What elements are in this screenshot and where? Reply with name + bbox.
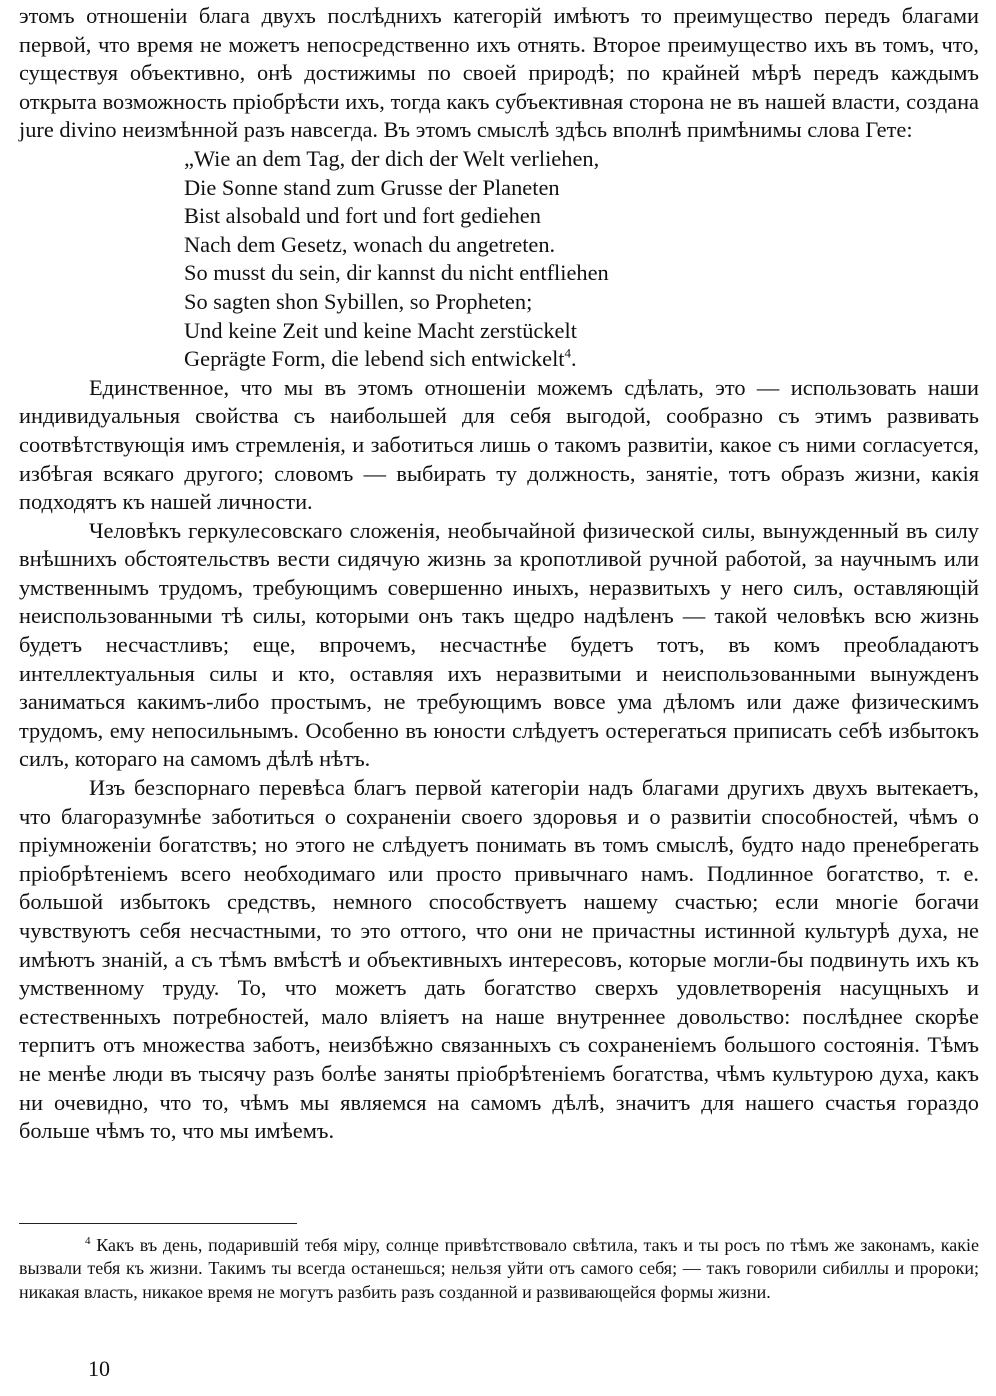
footnote-reference[interactable]: 4 — [564, 345, 572, 361]
footnote-mark: 4 — [85, 1235, 91, 1247]
poem-line: Und keine Zeit und keine Macht zerstückelt — [184, 317, 577, 343]
poem-line: So musst du sein, dir kannst du nicht entfliehen — [184, 260, 609, 286]
footnote-divider — [19, 1223, 297, 1224]
main-text — [19, 2, 979, 1146]
paragraph-continued: этомъ отношенiи блага двухъ послѣднихъ категорiй имѣютъ то преимущество передъ благами первой, что время не можетъ непосредственно ихъ отнять. Второе преимущество ихъ въ томъ, что, существуя объективно, онѣ достижимы по своей природѣ; по крайней мѣрѣ передъ каждымъ открыта возможность прiобрѣсти ихъ, тогда какъ субъективная сторона не въ нашей власти, создана jure divino неизмѣнной разъ навсегда. Въ этомъ смыслѣ здѣсь вполнѣ примѣнимы слова Гете: — [19, 3, 979, 143]
poem-end-punctuation: . — [571, 346, 577, 372]
poem-line: So sagten shon Sybillen, so Propheten; — [184, 288, 533, 314]
poem-last-line — [184, 345, 979, 374]
paragraph: Единственное, что мы въ этомъ отношенiи можемъ сдѣлать, это — использовать наши индивидуальныя свойства съ наибольшей для себя выгодой, сообразно съ этимъ развивать соотвѣтствующiя имъ стремленiя, и заботиться лишь о такомъ развитiи, какое съ ними согласуется, избѣгая всякаго другого; словомъ — выбирать ту должность, занятiе, тотъ образъ жизни, какiя подходятъ къ нашей личности. — [19, 374, 979, 515]
poem-line: Nach dem Gesetz, wonach du angetreten. — [184, 231, 556, 257]
paragraph: Человѣкъ геркулесовскаго сложенiя, необычайной физической силы, вынужденный въ силу внѣшнихъ обстоятельствъ вести сидячую жизнь за кропотливой ручной работой, за научнымъ или умственнымъ трудомъ, требующимъ совершенно иныхъ, неразвитыхъ у него силъ, оставляющiй неиспользованными тѣ силы, которыми онъ такъ щедро надѣленъ — такой человѣкъ всю жизнь будетъ несчастливъ; еще, впрочемъ, несчастнѣе будетъ тотъ, въ комъ преобладаютъ интеллектуальныя силы и кто, оставляя ихъ неразвитыми и неиспользованными вынужденъ заниматься какимъ-либо простымъ, не требующимъ вовсе ума дѣломъ или даже физическимъ трудомъ, ему непосильнымъ. Особенно въ юности слѣдуетъ остерегаться приписать себѣ избытокъ силъ, котораго на самомъ дѣлѣ нѣтъ. — [19, 517, 979, 772]
paragraph: Изъ безспорнаго перевѣса благъ первой категорiи надъ благами другихъ двухъ вытекаетъ, что благоразумнѣе заботиться о сохраненiи своего здоровья и о развитiи способностей, чѣмъ о прiумноженiи богатствъ; но этого не слѣдуетъ понимать въ томъ смыслѣ, будто надо пренебрегать прiобрѣтенiемъ всего необходимаго или просто привычнаго намъ. Подлинное богатство, т. е. большой избытокъ средствъ, немного способствуетъ нашему счастью; если многiе богачи чувствуютъ себя несчастными, то это оттого, что они не причастны истинной культурѣ духа, не имѣютъ знанiй, а съ тѣмъ вмѣстѣ и объективныхъ интересовъ, которые могли-бы подвинуть ихъ къ умственному труду. То, что можетъ дать богатство сверхъ удовлетворенiя насущныхъ и естественныхъ потребностей, мало влiяетъ на наше внутреннее довольство: послѣднее скорѣе терпитъ отъ множества заботъ, неизбѣжно связанныхъ съ сохраненiемъ большого состоянiя. Тѣмъ не менѣе люди въ тысячу разъ болѣе заняты прiобрѣтенiемъ богатства, чѣмъ культурою духа, какъ ни очевидно, что то, чѣмъ мы являемся на самомъ дѣлѣ, значитъ для нашего счастья гораздо больше чѣмъ то, что мы имѣемъ. — [19, 775, 979, 1144]
poem-line: Die Sonne stand zum Grusse der Planeten — [184, 174, 560, 200]
goethe-poem — [184, 145, 979, 374]
footnote — [19, 1234, 979, 1304]
page-number: 10 — [88, 1356, 110, 1381]
poem-line: „Wie an dem Tag, der dich der Welt verliehen, — [184, 145, 600, 171]
footnote-text: Какъ въ день, подарившiй тебя мiру, солнце привѣтствовало свѣтила, такъ и ты росъ по тѣмъ же законамъ, какiе вызвали тебя къ жизни. Такимъ ты всегда останешься; нельзя уйти отъ самого себя; — такъ говорили сибиллы и пророки; никакая власть, никакое время не могутъ разбить разъ созданной и развивающейся формы жизни. — [19, 1235, 979, 1302]
poem-line: Geprägte Form, die lebend sich entwickelt — [184, 346, 565, 372]
poem-line: Bist alsobald und fort und fort gediehen — [184, 203, 541, 229]
